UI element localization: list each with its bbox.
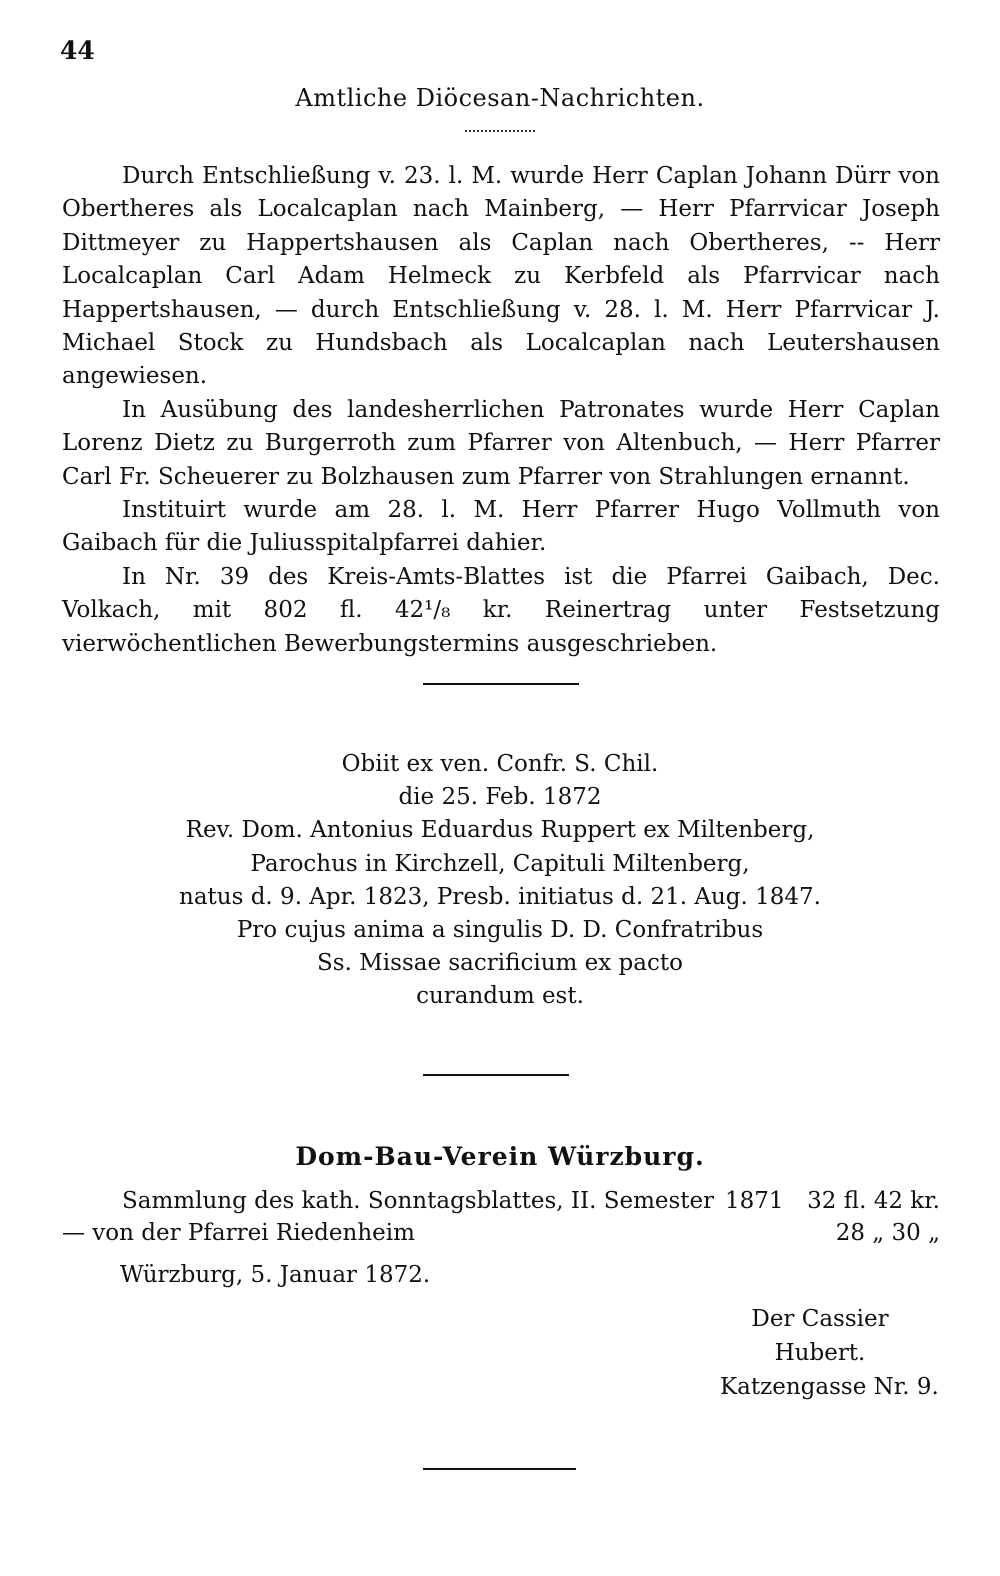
obituary-line: curandum est. [416, 983, 584, 1010]
obituary-line: Pro cujus anima a singulis D. D. Confratribus [236, 917, 764, 944]
obituary-line: natus d. 9. Apr. 1823, Presb. initiatus d. 21. Aug. 1847. [179, 883, 821, 910]
section-heading-dombauverein: Dom-Bau-Verein Würzburg. [295, 1142, 705, 1171]
signature-line: Hubert. [774, 1340, 866, 1366]
collection-year: 1871 [725, 1188, 784, 1214]
news-paragraph: Durch Entschließung v. 23. l. M. wurde Herr Caplan Johann Dürr von Obertheres als Localcaplan nach Mainberg, — Herr Pfarrvicar Joseph Dittmeyer zu Happertshausen als Caplan nach Obertheres, -- Herr Localcaplan Carl Adam Helmeck zu Kerbfeld als Pfarrvicar nach Happertshausen, — durch Entschließung v. 28. l. M. Herr Pfarrvicar J. Michael Stock zu Hundsbach als Localcaplan nach Leutershausen angewiesen. [62, 163, 940, 390]
collection-label: Sammlung des kath. Sonntagsblattes, II. Semester [122, 1188, 715, 1214]
section-divider [423, 1468, 576, 1470]
obituary-line: Obiit ex ven. Confr. S. Chil. [341, 751, 659, 777]
collection-row [62, 1216, 940, 1250]
news-text-block [62, 160, 940, 661]
signature-block [720, 1302, 939, 1404]
collection-amount: 32 fl. 42 kr. [807, 1188, 940, 1214]
obituary-line: Ss. Missae sacrificium ex pacto [317, 950, 683, 977]
section-divider [423, 683, 579, 685]
section-heading-dioecesan-news: Amtliche Diöcesan-Nachrichten. [295, 84, 705, 112]
news-paragraph: In Nr. 39 des Kreis-Amts-Blattes ist die Pfarrei Gaibach, Dec. Volkach, mit 802 fl. 42¹/₈ kr. Reinertrag unter Festsetzung vierwöchentlichen Bewerbungstermins ausgeschrieben. [62, 563, 940, 657]
collection-row [62, 1184, 940, 1218]
obituary-line: die 25. Feb. 1872 [398, 784, 602, 811]
news-paragraph: Instituirt wurde am 28. l. M. Herr Pfarrer Hugo Vollmuth von Gaibach für die Juliusspitalpfarrei dahier. [62, 497, 940, 557]
signature-line: Katzengasse Nr. 9. [720, 1374, 939, 1400]
collection-amount: 28 „ 30 „ [835, 1220, 940, 1246]
obituary-line: Rev. Dom. Antonius Eduardus Ruppert ex Miltenberg, [185, 817, 815, 844]
news-paragraph: In Ausübung des landesherrlichen Patronates wurde Herr Caplan Lorenz Dietz zu Burgerroth zum Pfarrer von Altenbuch, — Herr Pfarrer Carl Fr. Scheuerer zu Bolzhausen zum Pfarrer von Strahlungen ernannt. [62, 396, 940, 490]
obituary-notice [100, 748, 900, 1014]
obituary-line: Parochus in Kirchzell, Capituli Miltenberg, [250, 850, 750, 877]
section-divider [423, 1074, 569, 1076]
place-and-date: Würzburg, 5. Januar 1872. [120, 1262, 431, 1288]
page-number: 44 [60, 36, 95, 65]
signature-line: Der Cassier [751, 1306, 889, 1332]
collection-label: — von der Pfarrei Riedenheim [62, 1220, 415, 1246]
heading-ornament [465, 130, 535, 138]
